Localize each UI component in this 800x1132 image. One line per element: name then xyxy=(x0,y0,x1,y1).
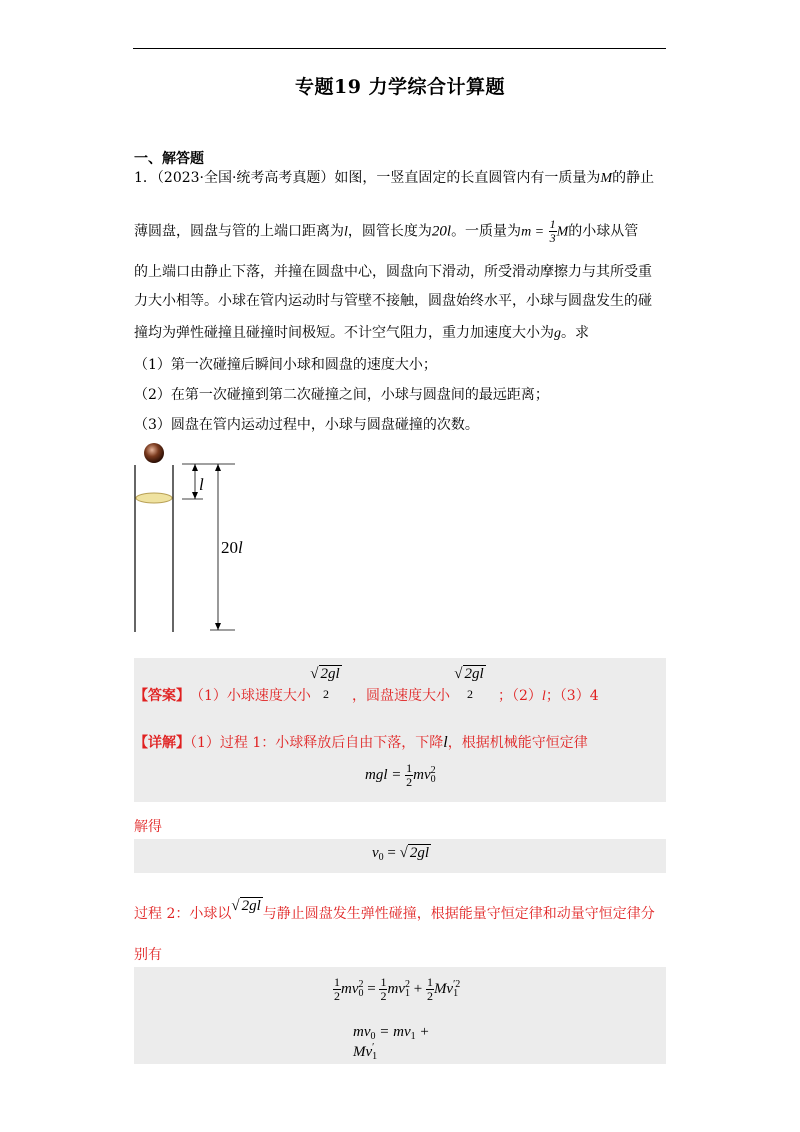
problem-line-5: 撞均为弹性碰撞且碰撞时间极短。不计空气阻力，重力加速度大小为g。求 xyxy=(134,325,589,341)
detail-line-1: 【详解】（1）过程 1：小球释放后自由下落，下降l，根据机械能守恒定律 xyxy=(134,734,588,751)
disk-icon xyxy=(136,493,172,503)
question-2: （2）在第一次碰撞到第二次碰撞之间，小球与圆盘间的最远距离； xyxy=(134,387,549,403)
problem-line-4: 力大小相等。小球在管内运动时与管壁不接触，圆盘始终水平，小球与圆盘发生的碰 xyxy=(134,293,652,309)
problem-line-1: 1．（2023·全国·统考高考真题）如图，一竖直固定的长直圆管内有一质量为M的静止 xyxy=(134,170,655,186)
equation-energy-conservation: $\frac{1}{2}$ $mv_0^2$ = $\frac{1}{2}$ $mv_1^2$ + $\frac{1}{2}$ $Mv_1^{'2}$ xyxy=(334,975,461,1003)
answer-frac-1: √ 2gl 2 xyxy=(310,666,340,701)
equation-energy-1: mgl = $\frac{1}{2}$ $mv_0^2$ xyxy=(365,761,436,789)
process-2-line-2: 别有 xyxy=(134,947,162,963)
equation-v0: $v_0$ = √ 2gl xyxy=(372,845,430,863)
problem-line-2: 薄圆盘，圆盘与管的上端口距离为l，圆管长度为20l。一质量为m = $\frac{1}{3}$ M的小球从管 xyxy=(134,217,639,245)
answer-frac-2: √ 2gl 2 xyxy=(454,666,484,701)
problem-line-3: 的上端口由静止下落，并撞在圆盘中心，圆盘向下滑动，所受滑动摩擦力与其所受重 xyxy=(134,264,652,280)
question-3: （3）圆盘在管内运动过程中，小球与圆盘碰撞的次数。 xyxy=(134,417,479,433)
equation-momentum-conservation: $mv_0 = mv_1 + Mv_1'$ xyxy=(353,1024,430,1062)
fraction-one-third: $\frac{1}{3}$ xyxy=(549,217,556,245)
section-heading: 一、解答题 xyxy=(134,151,204,167)
page-title: 专题19 力学综合计算题 xyxy=(294,76,506,98)
top-rule xyxy=(133,48,666,49)
solve-label: 解得 xyxy=(134,819,162,835)
ball-icon xyxy=(144,443,164,463)
process-2-line-1: 过程 2：小球以√ 2gl 与静止圆盘发生弹性碰撞，根据能量守恒定律和动量守恒定律分 xyxy=(134,898,655,922)
label-l: l xyxy=(199,475,204,494)
question-1: （1）第一次碰撞后瞬间小球和圆盘的速度大小； xyxy=(134,357,437,373)
label-20l: 20l xyxy=(221,538,243,557)
tube-figure xyxy=(125,440,255,640)
